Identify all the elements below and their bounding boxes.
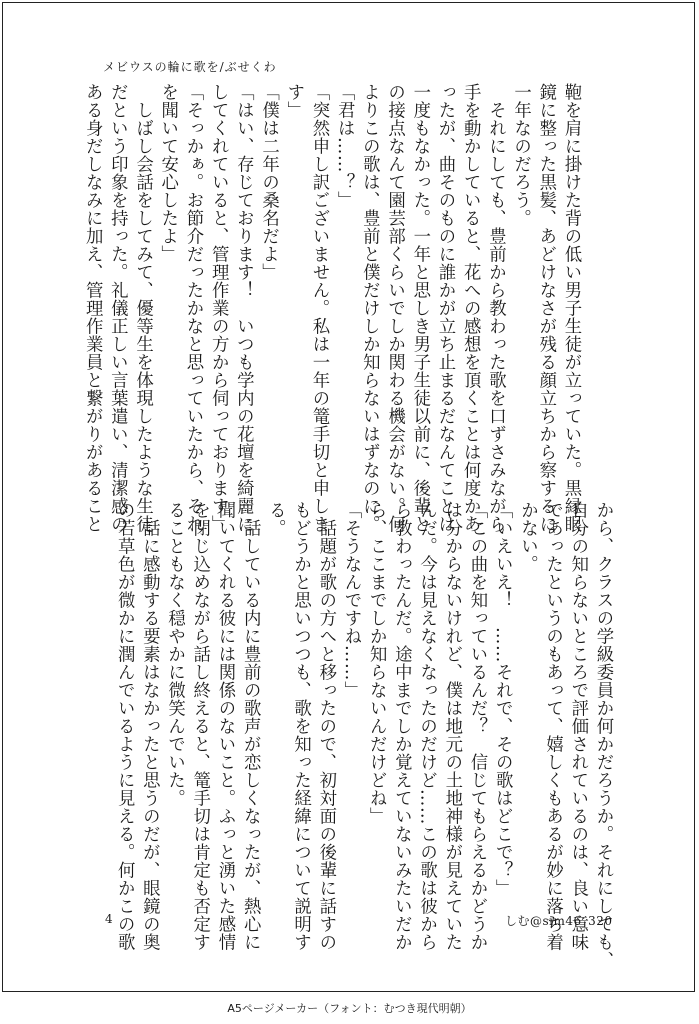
text-column: 「君は……？」 — [334, 83, 355, 209]
author-handle: しむ@sim46_320 — [505, 914, 613, 928]
text-block-top — [82, 83, 583, 533]
text-column: 「はい、存じております！ いつも学内の花壇を綺麗に — [233, 83, 254, 533]
text-column: は分からないけれど、僕は地元の土地神様が見えていた — [441, 501, 462, 951]
text-column: しばし会話をしてみて、優等生を体現したような生徒 — [132, 83, 153, 533]
text-column: であったというのもあって、嬉しくもあるが妙に落ち着 — [542, 501, 563, 951]
text-column: 「突然申し訳ございません。私は一年の篭手切と申しま — [308, 83, 329, 533]
page-maker-credit: A5ページメーカー（フォント：むつき現代明朝） — [227, 1002, 472, 1015]
text-column: ら、ここまでしか知らないんだけどね」 — [366, 501, 387, 825]
text-column: 鞄を肩に掛けた背の低い男子生徒が立っていた。黒縁眼 — [561, 83, 581, 533]
text-column: 鏡に整った黒髪、あどけなさが残る顔立ちから察するに — [535, 83, 556, 533]
text-column: 話している内に豊前の歌声が恋しくなったが、熱心に — [240, 501, 261, 951]
text-column: 手を動かしていると、花への感想を頂くことは何度かあ — [460, 83, 481, 533]
text-column: ることもなく穏やかに微笑んでいた。 — [164, 501, 185, 807]
text-column: してくれていると、管理作業の方から伺っております」 — [208, 83, 229, 533]
text-column: 「僕は二年の桑名だよ」 — [258, 83, 279, 281]
page-number: 4 — [105, 912, 113, 926]
text-column: す」 — [283, 83, 304, 119]
text-column: の若草色が微かに潤んでいるように見える。何かこの歌 — [114, 501, 135, 951]
text-column: 「いえいえ！ ……それで、その歌はどこで？」 — [492, 501, 513, 897]
text-column: を聞いて安心したよ」 — [157, 83, 178, 263]
text-column: ら教わったんだ。途中までしか覚えていないみたいだか — [391, 501, 412, 951]
book-page — [2, 2, 695, 992]
text-column: 「そっかぁ。お節介だったかなと思っていたから、それ — [182, 83, 203, 533]
text-column: ったが、曲そのものに誰かが立ち止まるだなんてことは — [434, 83, 455, 533]
text-column: もどうかと思いつつも、歌を知った経緯について説明す — [290, 501, 311, 951]
text-column: から、クラスの学級委員か何かだろうか。それにしても、 — [593, 501, 613, 969]
text-column: 「そうなんですね……」 — [340, 501, 361, 699]
text-column: んだ。今は見えなくなったのだけど……この歌は彼から — [416, 501, 437, 951]
running-title: メビウスの輪に歌を/ぶせくわ — [103, 60, 277, 74]
text-column: を閉じ込めながら話し終えると、篭手切は肯定も否定す — [189, 501, 210, 951]
text-column: 一年なのだろう。 — [510, 83, 531, 227]
text-column: 話に感動する要素はなかったと思うのだが、眼鏡の奥 — [139, 501, 160, 951]
text-column: 聞いてくれる彼には関係のないこと。ふっと湧いた感情 — [214, 501, 235, 951]
text-column: それにしても、豊前から教わった歌を口ずさみながら — [485, 83, 506, 533]
text-column: る。 — [265, 501, 286, 537]
text-column: 「この曲を知っているんだ？ 信じてもらえるかどうか — [466, 501, 487, 951]
text-column: 話題が歌の方へと移ったので、初対面の後輩に話すの — [315, 501, 336, 951]
text-column: ある身だしなみに加え、管理作業員と繋がりがあること — [82, 83, 103, 533]
text-column: の接点なんて園芸部くらいでしか関わる機会がない。何 — [384, 83, 405, 533]
text-column: だという印象を持った。礼儀正しい言葉遣い、清潔感の — [107, 83, 128, 533]
text-column: よりこの歌は、豊前と僕だけしか知らないはずなのに。 — [359, 83, 380, 533]
text-column: 自分の知らないところで評価されているのは、良い意味 — [567, 501, 588, 951]
text-column: かない。 — [517, 501, 538, 573]
text-column: 一度もなかった。一年と思しき男子生徒以前に、後輩と — [409, 83, 430, 533]
